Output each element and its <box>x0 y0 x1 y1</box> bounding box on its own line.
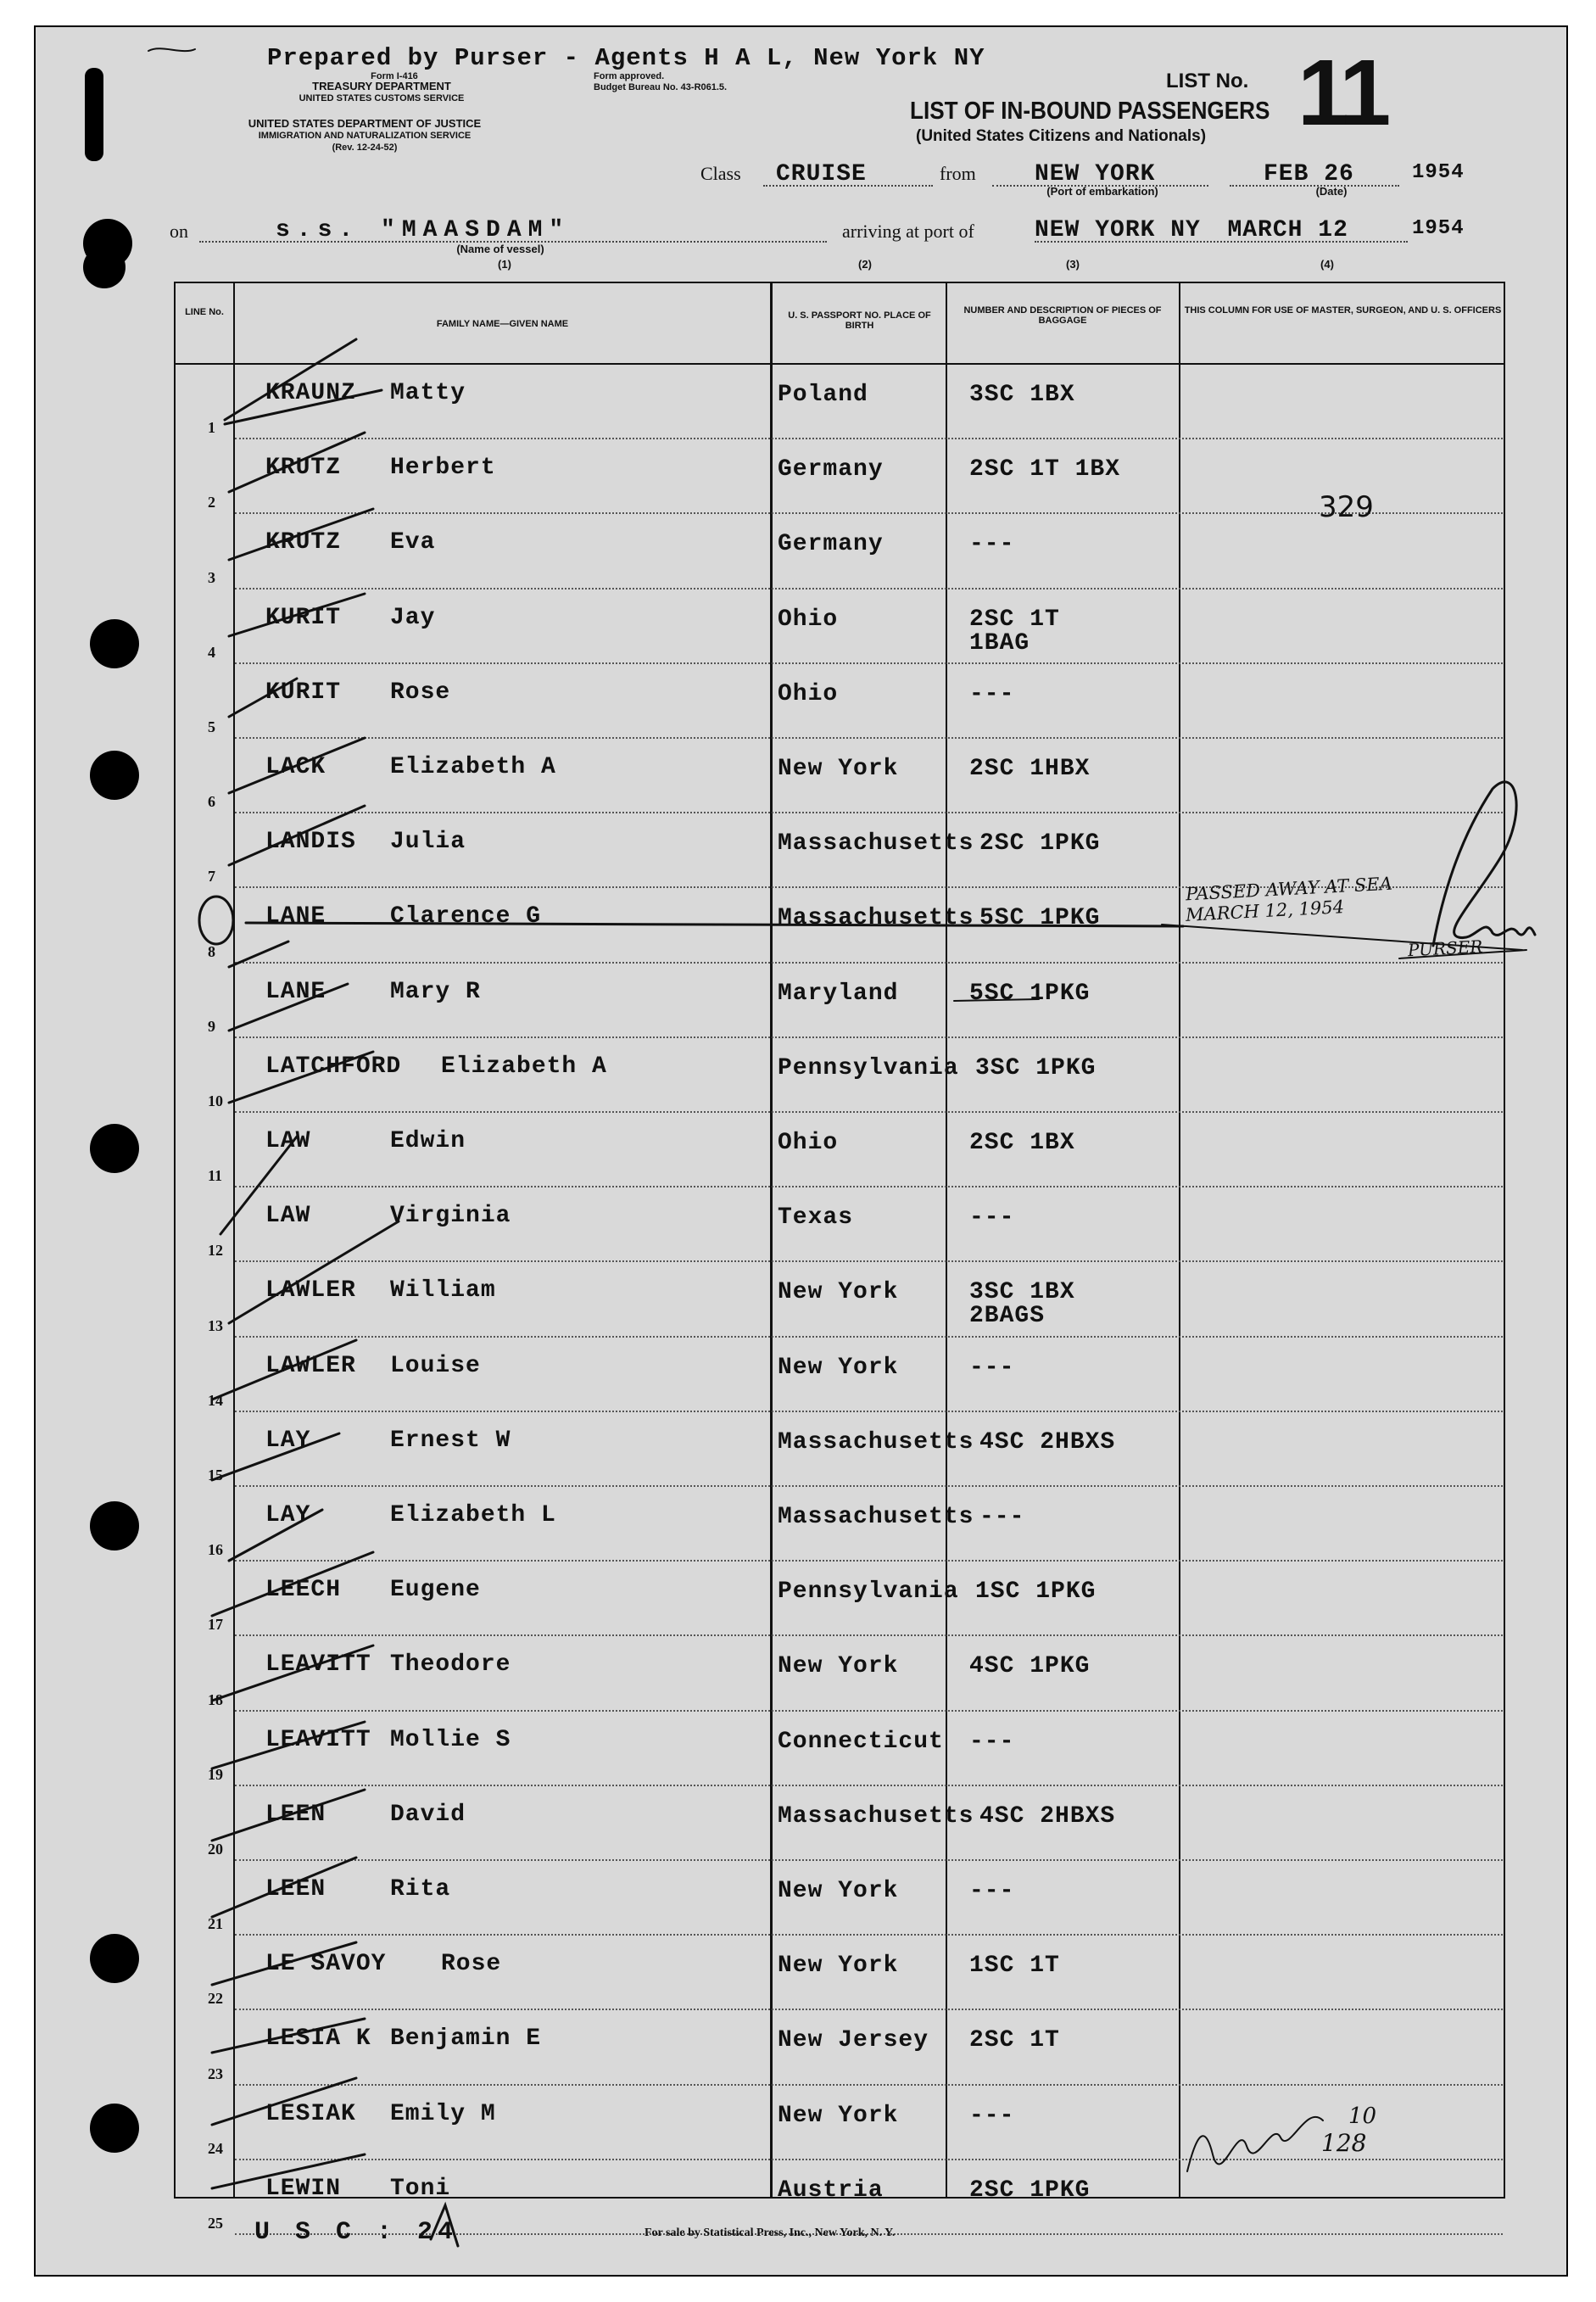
row-rule <box>235 2159 1503 2160</box>
given-name: William <box>390 1277 496 1305</box>
family-name: LE SAVOY <box>265 1951 387 1978</box>
given-name: Rose <box>441 1951 502 1978</box>
family-name: LAW <box>265 1203 311 1230</box>
line-number: 23 <box>208 2065 223 2082</box>
place-of-birth: Massachusetts <box>778 1802 974 1830</box>
passed-away-note-1: PASSED AWAY AT SEA <box>1185 873 1393 905</box>
row-rule <box>235 588 1503 589</box>
given-name: Emily M <box>390 2100 496 2127</box>
given-name: Louise <box>390 1352 481 1379</box>
place-of-birth: New York <box>778 1279 899 1306</box>
place-of-birth: Ohio <box>778 680 839 707</box>
line-number: 11 <box>208 1167 223 1185</box>
given-name: Rose <box>390 679 451 706</box>
arrival-port-field <box>1035 217 1408 243</box>
table-row <box>174 516 1505 590</box>
given-name: Elizabeth A <box>390 754 556 780</box>
punch-hole <box>90 1501 139 1550</box>
row-rule <box>235 812 1503 813</box>
given-name: Julia <box>390 829 466 856</box>
line-number: 2 <box>208 494 215 511</box>
baggage: 1SC 1PKG <box>975 1578 1097 1606</box>
place-of-birth: Germany <box>778 456 884 483</box>
place-of-birth: Connecticut <box>778 1728 944 1755</box>
line-number: 1 <box>208 419 215 437</box>
given-name: Ernest W <box>390 1427 511 1454</box>
row-rule <box>235 662 1503 664</box>
staple-mark <box>85 68 103 161</box>
line-number: 6 <box>208 793 215 811</box>
form-approved: Form approved. <box>594 71 665 81</box>
manifest-subtitle: (United States Citizens and Nationals) <box>916 127 1207 145</box>
baggage-extra: 2BAGS <box>969 1303 1046 1330</box>
baggage: 2SC 1BX <box>969 1130 1075 1156</box>
baggage: 3SC 1BX <box>969 1279 1075 1306</box>
budget-bureau: Budget Bureau No. 43-R061.5. <box>594 82 728 92</box>
place-of-birth: Germany <box>778 531 884 558</box>
fraction-top: 10 <box>1348 2104 1377 2129</box>
table-row <box>174 1189 1505 1264</box>
line-number: 3 <box>208 568 215 586</box>
family-name: LEEN <box>265 1876 326 1903</box>
place-of-birth: Massachusetts <box>778 1428 974 1456</box>
given-name: Eugene <box>390 1577 481 1604</box>
punch-hole <box>90 751 139 800</box>
family-name: LEAVITT <box>265 1651 371 1679</box>
line-number: 4 <box>208 643 215 661</box>
port-caption: (Port of embarkation) <box>1046 185 1158 198</box>
family-name: LESIAK <box>265 2100 356 2127</box>
punch-hole <box>83 246 126 288</box>
row-rule <box>235 1859 1503 1861</box>
table-row <box>174 666 1505 740</box>
table-row <box>174 1638 1505 1713</box>
table-row <box>174 2087 1505 2162</box>
baggage: 2SC 1T <box>969 2027 1060 2054</box>
list-number: 11 <box>1297 41 1387 145</box>
on-label: on <box>170 221 188 242</box>
place-of-birth: Ohio <box>778 1130 839 1156</box>
line-number: 9 <box>208 1017 215 1035</box>
row-rule <box>235 1336 1503 1338</box>
place-of-birth: New York <box>778 1953 899 1980</box>
baggage: 3SC 1BX <box>969 382 1075 408</box>
row-rule <box>235 1411 1503 1412</box>
baggage: --- <box>969 1354 1015 1381</box>
family-name: LACK <box>265 754 326 780</box>
row-rule <box>235 1710 1503 1712</box>
family-name: LEECH <box>265 1577 342 1604</box>
row-rule <box>235 438 1503 439</box>
treasury-dept: TREASURY DEPARTMENT <box>312 80 451 92</box>
col-header-baggage: NUMBER AND DESCRIPTION OF PIECES OF BAGGAGE <box>963 305 1162 326</box>
count-annotation: 329 <box>1319 490 1374 524</box>
given-name: Virginia <box>390 1203 511 1230</box>
line-number: 21 <box>208 1915 223 1933</box>
baggage: --- <box>969 1878 1015 1904</box>
family-name: LANE <box>265 978 326 1005</box>
family-name: LANE <box>265 903 326 930</box>
given-name: Eva <box>390 529 436 556</box>
family-name: LATCHFORD <box>265 1053 402 1080</box>
table-row <box>174 1489 1505 1563</box>
family-name: LESIA K <box>265 2025 371 2053</box>
col-header-officers: THIS COLUMN FOR USE OF MASTER, SURGEON, AND U. S. OFFICERS <box>1184 305 1502 316</box>
table-row <box>174 1937 1505 2012</box>
family-name: KURIT <box>265 604 342 631</box>
punch-hole <box>90 2104 139 2153</box>
place-of-birth: New York <box>778 1653 899 1680</box>
table-row <box>174 1414 1505 1489</box>
table-row <box>174 441 1505 516</box>
line-number: 25 <box>208 2214 223 2232</box>
form-number: Form I-416 <box>371 71 418 81</box>
baggage: 4SC 2HBXS <box>979 1428 1116 1456</box>
place-of-birth: New York <box>778 1878 899 1904</box>
line-number: 13 <box>208 1316 223 1334</box>
col-header-passport: U. S. PASSPORT NO. PLACE OF BIRTH <box>788 310 931 331</box>
family-name: LAY <box>265 1427 311 1454</box>
col-ref-3: (3) <box>1066 258 1080 271</box>
given-name: Matty <box>390 380 466 406</box>
class-value: CRUISE <box>776 161 867 187</box>
baggage: 5SC 1PKG <box>969 980 1091 1007</box>
from-year: 1954 <box>1412 161 1465 184</box>
table-row <box>174 2012 1505 2087</box>
family-name: LEAVITT <box>265 1726 371 1753</box>
table-row <box>174 591 1505 666</box>
family-name: LEWIN <box>265 2175 342 2202</box>
line-number: 10 <box>208 1092 223 1109</box>
table-row <box>174 1563 1505 1638</box>
row-rule <box>235 512 1503 514</box>
baggage: 2SC 1PKG <box>979 830 1101 858</box>
row-rule <box>235 1934 1503 1936</box>
given-name: Benjamin E <box>390 2025 542 2053</box>
given-name: Elizabeth A <box>441 1053 607 1080</box>
given-name: David <box>390 1801 466 1828</box>
family-name: LAWLER <box>265 1277 356 1305</box>
table-row <box>174 1339 1505 1414</box>
customs-service: UNITED STATES CUSTOMS SERVICE <box>299 93 465 103</box>
arriving-label: arriving at port of <box>842 221 974 242</box>
line-number: 15 <box>208 1466 223 1483</box>
given-name: Mollie S <box>390 1726 511 1753</box>
from-label: from <box>940 163 976 184</box>
usc-code: U S C : 24 <box>254 2218 459 2247</box>
place-of-birth: Pennsylvania <box>778 1578 959 1606</box>
family-name: LEEN <box>265 1801 326 1828</box>
purser-note: PURSER <box>1407 936 1483 961</box>
table-row <box>174 1713 1505 1788</box>
line-number: 24 <box>208 2139 223 2157</box>
table-row <box>174 1115 1505 1189</box>
given-name: Edwin <box>390 1128 466 1154</box>
date-field <box>1230 161 1399 187</box>
row-rule <box>235 2009 1503 2010</box>
family-name: LANDIS <box>265 829 356 856</box>
line-number: 18 <box>208 1690 223 1708</box>
fraction-bottom: 128 <box>1321 2129 1367 2157</box>
passed-away-note-2: MARCH 12, 1954 <box>1185 897 1345 925</box>
place-of-birth: Austria <box>778 2176 884 2204</box>
given-name: Jay <box>390 604 436 631</box>
baggage: 2SC 1PKG <box>969 2176 1091 2204</box>
list-no-label: LIST No. <box>1166 70 1249 92</box>
family-name: KURIT <box>265 679 342 706</box>
row-rule <box>235 1560 1503 1562</box>
place-of-birth: New York <box>778 756 899 782</box>
family-name: LAW <box>265 1128 311 1154</box>
punch-hole <box>90 1124 139 1173</box>
line-number: 22 <box>208 1990 223 2008</box>
baggage: 2SC 1T 1BX <box>969 456 1121 483</box>
family-name: LAWLER <box>265 1352 356 1379</box>
place-of-birth: Massachusetts <box>778 1504 974 1530</box>
table-row <box>174 1788 1505 1863</box>
family-name: KRUTZ <box>265 529 342 556</box>
vessel-field <box>199 217 827 243</box>
line-number: 14 <box>208 1391 223 1409</box>
date-value: FEB 26 <box>1264 161 1354 187</box>
class-label: Class <box>700 163 741 184</box>
line-number: 12 <box>208 1242 223 1260</box>
line-number: 20 <box>208 1840 223 1858</box>
printer-credit: For sale by Statistical Press, Inc., New York, N. Y. <box>645 2227 896 2239</box>
from-field <box>992 161 1208 187</box>
prepared-by-line: Prepared by Purser - Agents H A L, New York NY <box>267 44 985 72</box>
table-row <box>174 965 1505 1040</box>
given-name: Herbert <box>390 455 496 482</box>
line-number: 7 <box>208 868 215 886</box>
justice-dept: UNITED STATES DEPARTMENT OF JUSTICE <box>248 117 482 130</box>
given-name: Clarence G <box>390 903 542 930</box>
line-number: 5 <box>208 718 215 735</box>
baggage: 4SC 2HBXS <box>979 1802 1116 1830</box>
header-divider <box>174 363 1505 365</box>
arrival-date: MARCH 12 <box>1227 217 1348 243</box>
col-header-name: FAMILY NAME—GIVEN NAME <box>436 319 569 329</box>
place-of-birth: Texas <box>778 1204 854 1232</box>
place-of-birth: Ohio <box>778 606 839 633</box>
place-of-birth: New York <box>778 2102 899 2129</box>
row-rule <box>235 1485 1503 1487</box>
family-name: KRAUNZ <box>265 380 356 406</box>
family-name: LAY <box>265 1502 311 1528</box>
line-number: 17 <box>208 1616 223 1634</box>
given-name: Elizabeth L <box>390 1502 556 1528</box>
row-rule <box>235 1634 1503 1636</box>
table-row <box>174 740 1505 815</box>
row-rule <box>235 1036 1503 1038</box>
row-rule <box>235 1186 1503 1187</box>
row-rule <box>235 2084 1503 2086</box>
punch-hole <box>90 1934 139 1983</box>
col-ref-4: (4) <box>1320 258 1334 271</box>
table-row <box>174 1264 1505 1338</box>
baggage: 2SC 1T <box>969 606 1060 633</box>
row-rule <box>235 737 1503 739</box>
baggage: --- <box>969 2102 1015 2129</box>
baggage: 4SC 1PKG <box>969 1653 1091 1680</box>
place-of-birth: New Jersey <box>778 2027 929 2054</box>
place-of-birth: Poland <box>778 382 868 408</box>
vessel-caption: (Name of vessel) <box>456 243 544 255</box>
given-name: Mary R <box>390 978 481 1005</box>
vessel-name: s.s. "MAASDAM" <box>276 217 571 243</box>
row-rule <box>235 1111 1503 1113</box>
line-number: 8 <box>208 942 215 960</box>
place-of-birth: Massachusetts <box>778 830 974 858</box>
place-of-birth: Massachusetts <box>778 905 974 932</box>
class-field <box>763 161 933 187</box>
row-rule <box>235 1785 1503 1786</box>
table-row <box>174 366 1505 441</box>
place-of-birth: Pennsylvania <box>778 1054 959 1081</box>
line-number: 19 <box>208 1765 223 1783</box>
place-of-birth: New York <box>778 1354 899 1381</box>
family-name: KRUTZ <box>265 455 342 482</box>
revision: (Rev. 12-24-52) <box>332 142 398 153</box>
manifest-title: LIST OF IN-BOUND PASSENGERS <box>910 98 1270 125</box>
baggage-extra: 1BAG <box>969 629 1030 657</box>
col-ref-1: (1) <box>498 258 511 271</box>
table-row <box>174 1040 1505 1115</box>
table-row <box>174 1863 1505 1937</box>
baggage: 5SC 1PKG <box>979 905 1101 932</box>
given-name: Theodore <box>390 1651 511 1679</box>
ins-service: IMMIGRATION AND NATURALIZATION SERVICE <box>258 131 472 141</box>
baggage: --- <box>969 1204 1015 1232</box>
baggage: 1SC 1T <box>969 1953 1060 1980</box>
place-of-birth: Maryland <box>778 980 899 1007</box>
baggage: --- <box>969 680 1015 707</box>
date-caption: (Date) <box>1315 185 1348 198</box>
given-name: Toni <box>390 2175 451 2202</box>
from-value: NEW YORK <box>1035 161 1156 187</box>
punch-hole <box>90 619 139 668</box>
arrival-port: NEW YORK NY <box>1035 217 1201 243</box>
col-ref-2: (2) <box>858 258 872 271</box>
row-rule <box>235 1260 1503 1262</box>
baggage: --- <box>979 1504 1025 1530</box>
line-number: 16 <box>208 1541 223 1559</box>
arrival-year: 1954 <box>1412 217 1465 240</box>
baggage: 2SC 1HBX <box>969 756 1091 782</box>
col-header-line-no: LINE No. <box>185 307 224 317</box>
baggage: 3SC 1PKG <box>975 1054 1097 1081</box>
given-name: Rita <box>390 1876 451 1903</box>
row-rule <box>235 962 1503 964</box>
baggage: --- <box>969 531 1015 558</box>
baggage: --- <box>969 1728 1015 1755</box>
